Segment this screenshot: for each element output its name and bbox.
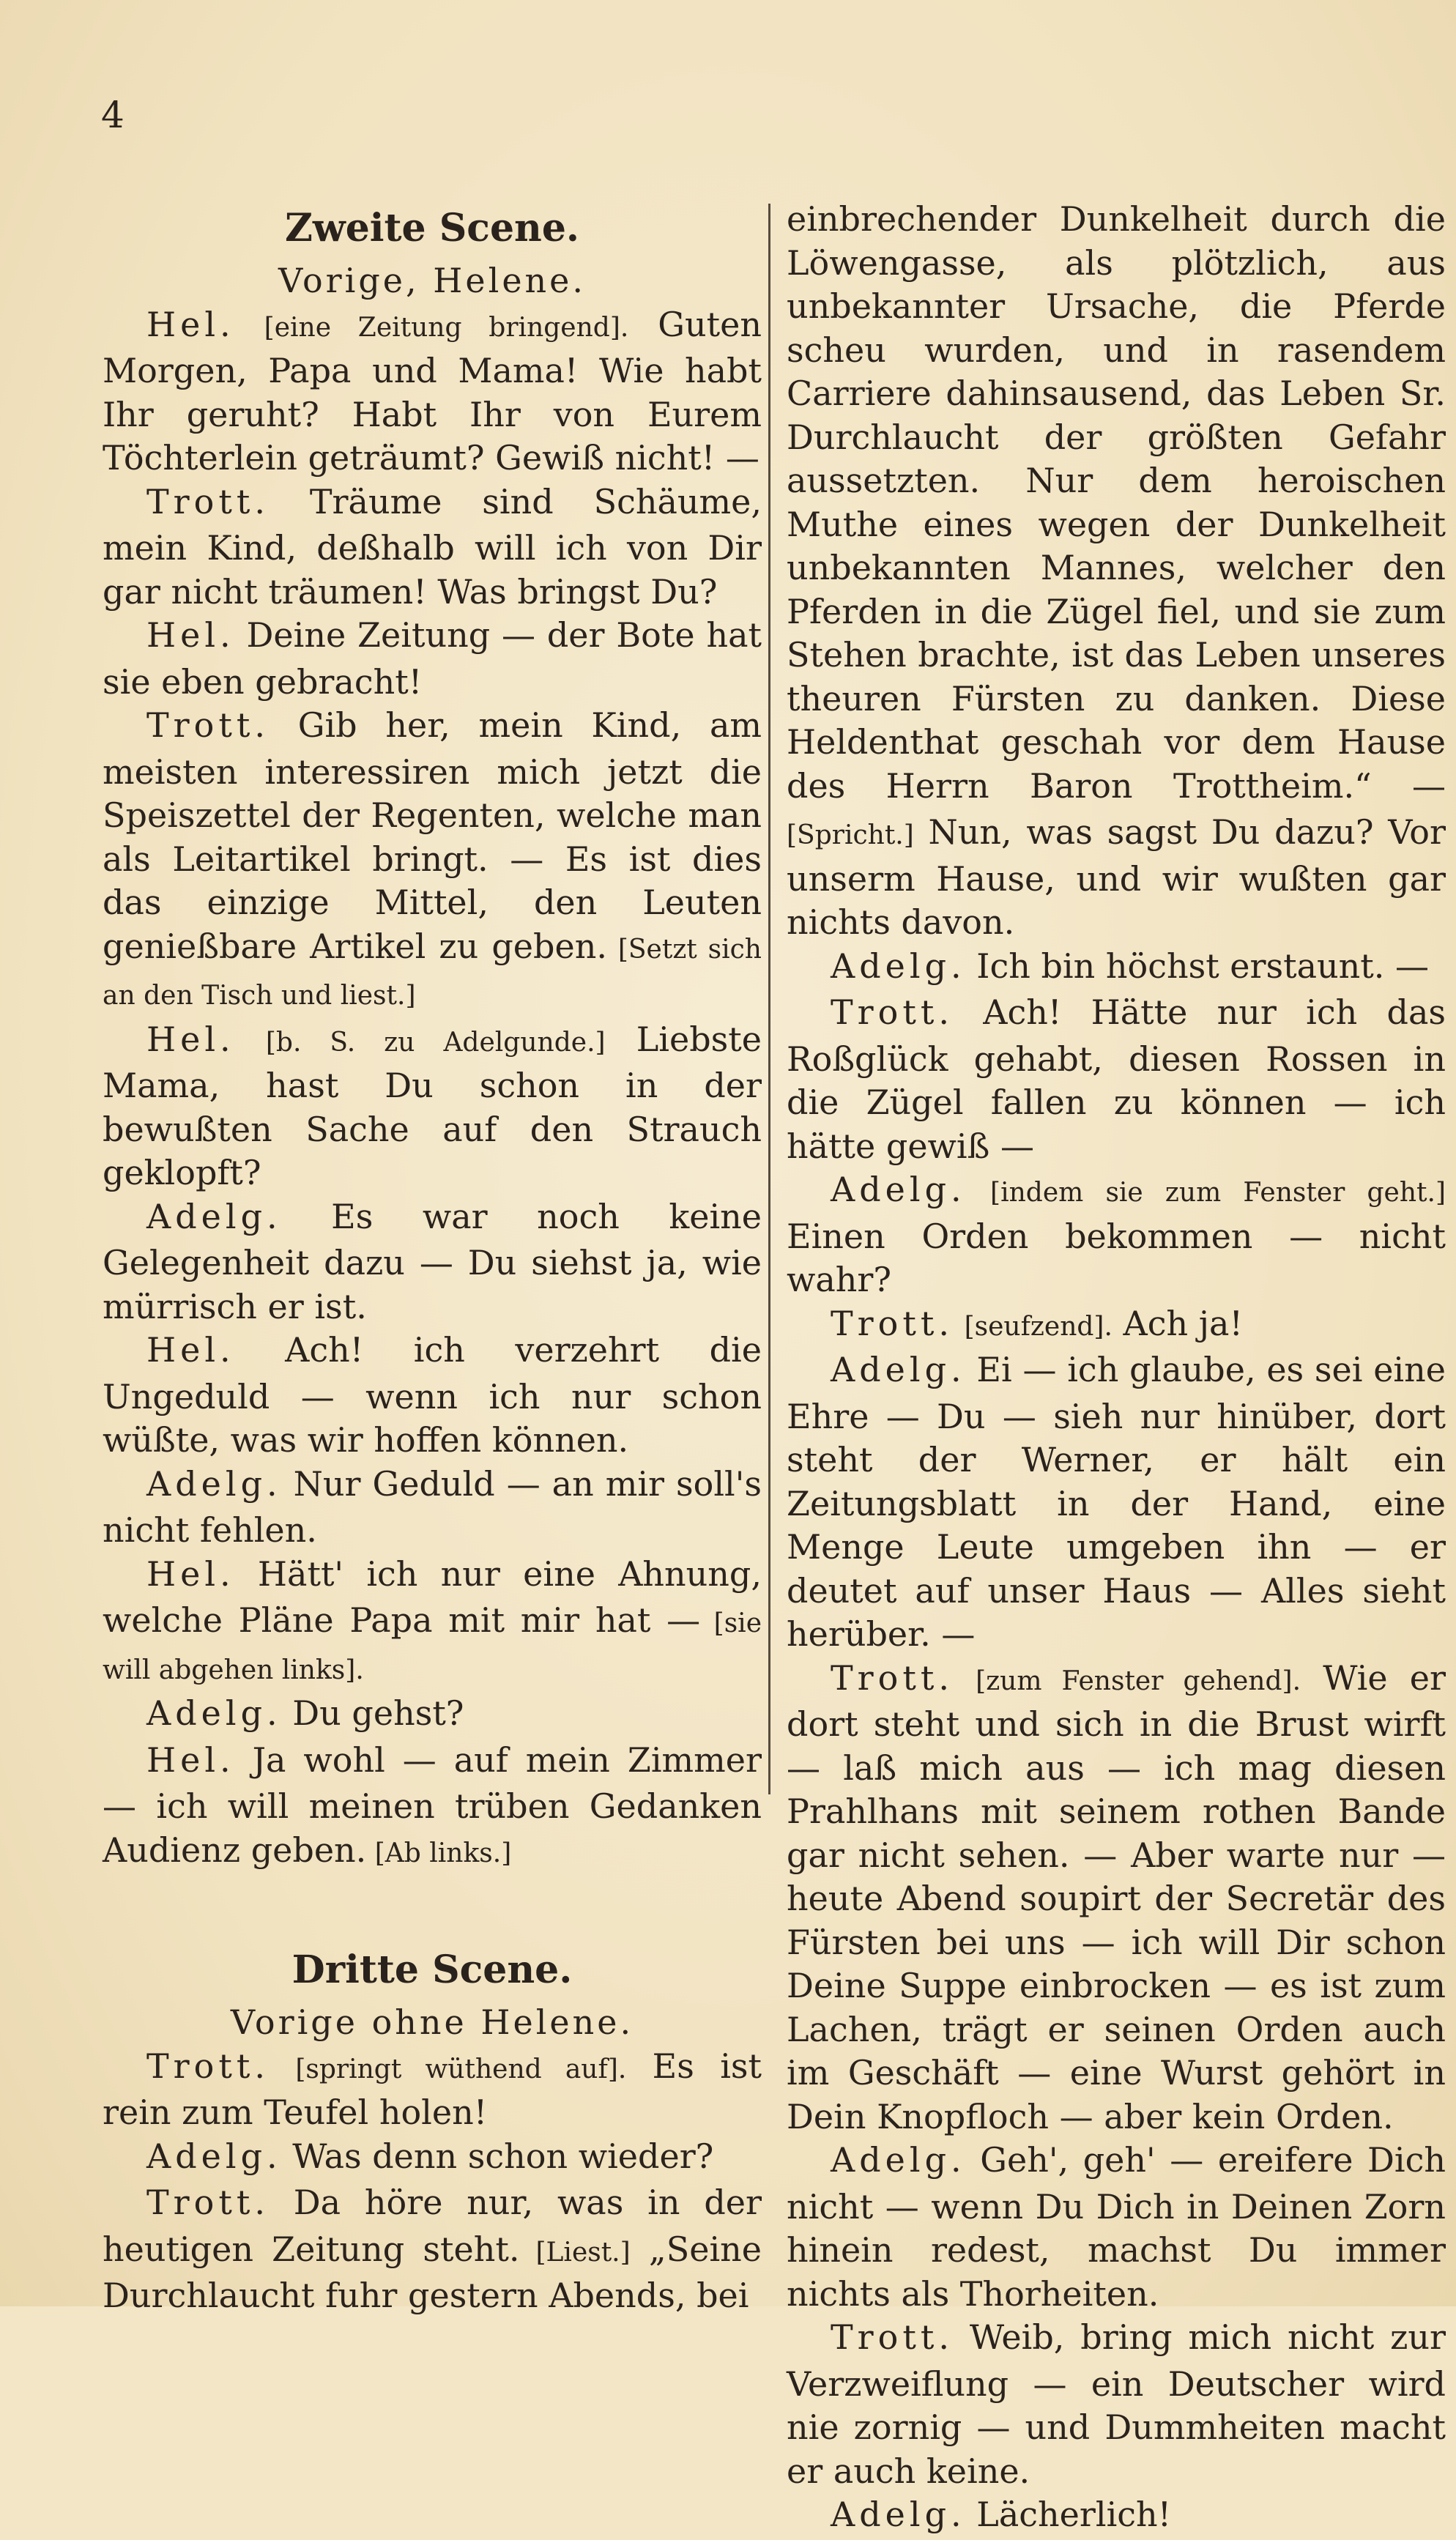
speaker-name: Adelg. bbox=[146, 1196, 282, 1236]
stage-direction: Vorige ohne Helene. bbox=[230, 2002, 634, 2042]
scene-3-text bbox=[103, 2045, 762, 2318]
speaker-name: Hel. bbox=[146, 304, 235, 344]
speaker-name: Adelg. bbox=[146, 2136, 282, 2176]
speaker-name: Trott. bbox=[831, 992, 954, 1032]
speaker-name: Adelg. bbox=[146, 1463, 282, 1504]
stage-direction: [eine Zeitung bringend]. bbox=[264, 312, 629, 343]
dialogue-paragraph bbox=[787, 1657, 1446, 2139]
dialogue-paragraph bbox=[787, 1168, 1446, 1302]
dialogue-text: Ach! ich verzehrt die Ungeduld — wenn ich nur schon wüßte, was wir hoffen können. bbox=[103, 1330, 762, 1460]
dialogue-text: Deine Zeitung — der Bote hat sie eben gebracht! bbox=[103, 615, 762, 702]
dialogue-text: Ach! Hätte nur ich das Roßglück gehabt, diesen Rossen in die Zügel fallen zu können — ich hätte gewiß — bbox=[787, 992, 1446, 1166]
dialogue-paragraph bbox=[103, 1739, 762, 1876]
dialogue-text: Einen Orden bekommen — nicht wahr? bbox=[787, 1216, 1446, 1299]
dialogue-text: Lächerlich! bbox=[965, 2495, 1172, 2534]
speaker-name: Trott. bbox=[146, 705, 270, 745]
speaker-name: Trott. bbox=[831, 2317, 954, 2357]
scene-heading: Dritte Scene. bbox=[291, 1947, 573, 1992]
dialogue-text: Ich bin höchst erstaunt. — bbox=[965, 946, 1430, 986]
dialogue-paragraph bbox=[103, 303, 762, 480]
dialogue-text: Weib, bring mich nicht zur Verzweiflung — ein Deutscher wird nie zornig — und Dummheiten macht er auch keine. bbox=[787, 2317, 1446, 2491]
continued-paragraph bbox=[787, 198, 1446, 945]
dialogue-paragraph bbox=[103, 480, 762, 614]
stage-direction: [Ab links.] bbox=[366, 1838, 512, 1868]
dialogue-text: Geh', geh' — ereifere Dich nicht — wenn Du Dich in Deinen Zorn hinein redest, machst Du immer nichts als Thorheiten. bbox=[787, 2140, 1446, 2314]
dialogue-paragraph bbox=[787, 2316, 1446, 2493]
paragraph-text: einbrechender Dunkelheit durch die Löwengasse, als plötzlich, aus unbekannter Ursache, die Pferde scheu wurden, und in rasendem Carriere dahinsausend, das Leben Sr. Durchlaucht der größten Gefahr aussetzten. Nur dem heroischen Muthe eines wegen der Dunkelheit unbekannten Mannes, welcher den Pferden in die Zügel fiel, und sie zum Stehen brachte, ist das Leben unseres theuren Fürsten zu danken. Diese Heldenthat geschah vor dem Hause des Herrn Baron Trottheim.“ — bbox=[787, 199, 1446, 806]
speaker-name: Hel. bbox=[146, 1330, 235, 1370]
dialogue-text: Ei — ich glaube, es sei eine Ehre — Du — sieh nur hinüber, dort steht der Werner, er hält ein Zeitungsblatt in der Hand, eine Menge Leute umgeben ihn — er deutet auf unser Haus — Alles sieht herüber. — bbox=[787, 1350, 1446, 1654]
dialogue-text: Guten Morgen, Papa und Mama! Wie habt Ihr geruht? Habt Ihr von Eurem Töchterlein geträumt? Gewiß nicht! — bbox=[103, 304, 762, 478]
dialogue-paragraph bbox=[787, 2493, 1446, 2540]
dialogue-paragraph bbox=[103, 1692, 762, 1739]
dialogue-text: Wie er dort steht und sich in die Brust wirft — laß mich aus — ich mag diesen Prahlhans mit seinem rothen Bande gar nicht sehen. — Aber warte nur — heute Abend soupirt der Secretär des Fürsten bei uns — ich will Dir schon Deine Suppe einbrocken — es ist zum Lachen, trägt er seinen Orden auch im Geschäft — eine Wurst gehört in Dein Knopfloch — aber kein Orden. bbox=[787, 1657, 1446, 2136]
right-column bbox=[787, 198, 1446, 2540]
speaker-name: Trott. bbox=[146, 2046, 270, 2086]
stage-direction: [seufzend]. bbox=[964, 1311, 1113, 1342]
dialogue-paragraph bbox=[787, 991, 1446, 1168]
stage-direction: [indem sie zum Fenster geht.] bbox=[990, 1178, 1446, 1208]
column-divider bbox=[768, 204, 770, 1794]
stage-direction: [Liest.] bbox=[519, 2237, 631, 2268]
paragraph-text: Nun, was sagst Du dazu? Vor unserm Hause, und wir wußten gar nichts davon. bbox=[787, 812, 1446, 942]
speaker-name: Trott. bbox=[146, 481, 270, 521]
speaker-name: Adelg. bbox=[831, 946, 966, 986]
speaker-name: Hel. bbox=[146, 615, 235, 655]
speaker-name: Trott. bbox=[146, 2183, 270, 2222]
dialogue-paragraph bbox=[787, 1348, 1446, 1657]
dialogue-paragraph bbox=[787, 945, 1446, 992]
dialogue-text: Hätt' ich nur eine Ahnung, welche Pläne Papa mit mir hat — bbox=[103, 1553, 762, 1640]
speaker-name: Adelg. bbox=[831, 1170, 966, 1209]
dialogue-text: Es war noch keine Gelegenheit dazu — Du siehst ja, wie mürrisch er ist. bbox=[103, 1196, 762, 1326]
speaker-name: Hel. bbox=[146, 1019, 235, 1059]
dialogue-text: Liebste Mama, hast Du schon in der bewußten Sache auf den Strauch geklopft? bbox=[103, 1019, 762, 1192]
dialogue-text: Ja wohl — auf mein Zimmer — ich will meinen trüben Gedanken Audienz geben. bbox=[103, 1739, 762, 1870]
speaker-name: Adelg. bbox=[831, 1350, 966, 1389]
dialogue-text: Du gehst? bbox=[281, 1693, 464, 1733]
dialogue-paragraph bbox=[103, 1463, 762, 1553]
stage-direction: [springt wüthend auf]. bbox=[295, 2054, 627, 2084]
stage-direction: [b. S. zu Adelgunde.] bbox=[265, 1027, 606, 1058]
dialogue-paragraph bbox=[103, 1018, 762, 1195]
dialogue-text: Nur Geduld — an mir soll's nicht fehlen. bbox=[103, 1463, 762, 1550]
speaker-name: Trott. bbox=[831, 1657, 954, 1698]
dialogue-paragraph bbox=[103, 614, 762, 704]
speaker-name: Hel. bbox=[146, 1553, 235, 1594]
dialogue-text: Es ist rein zum Teufel holen! bbox=[103, 2046, 762, 2132]
dialogue-paragraph bbox=[103, 1553, 762, 1693]
dialogue-text: Gib her, mein Kind, am meisten interessiren mich jetzt die Speiszettel der Regenten, welche man als Leitartikel bringt. — Es ist dies das einzige Mittel, den Leuten genießbare Artikel zu geben. bbox=[103, 705, 762, 966]
dialogue-text: Träume sind Schäume, mein Kind, deßhalb will ich von Dir gar nicht träumen! Was bringst Du? bbox=[103, 481, 762, 612]
scene-heading: Zweite Scene. bbox=[284, 206, 580, 250]
right-dialogue bbox=[787, 945, 1446, 2540]
dialogue-text: „Seine Durchlaucht fuhr gestern Abends, bei bbox=[103, 2229, 762, 2315]
stage-direction: [zum Fenster gehend]. bbox=[976, 1666, 1301, 1696]
dialogue-paragraph bbox=[103, 704, 762, 1018]
speaker-name: Hel. bbox=[146, 1739, 235, 1780]
dialogue-paragraph bbox=[103, 2135, 762, 2182]
stage-direction: Vorige, Helene. bbox=[278, 261, 587, 300]
dialogue-paragraph bbox=[103, 2181, 762, 2318]
dialogue-text: Was denn schon wieder? bbox=[281, 2136, 714, 2176]
speaker-name: Trott. bbox=[831, 1303, 954, 1343]
speaker-name: Adelg. bbox=[146, 1693, 282, 1733]
stage-direction: [sie will abgehen links]. bbox=[103, 1608, 762, 1685]
stage-direction: [Spricht.] bbox=[787, 820, 914, 850]
dialogue-text: Da höre nur, was in der heutigen Zeitung steht. bbox=[103, 2183, 762, 2269]
page-number: 4 bbox=[101, 94, 125, 136]
dialogue-paragraph bbox=[103, 1329, 762, 1463]
dialogue-paragraph bbox=[103, 1195, 762, 1329]
dialogue-text: Ach ja! bbox=[1112, 1303, 1243, 1343]
dialogue-paragraph bbox=[787, 2139, 1446, 2316]
speaker-name: Adelg. bbox=[831, 2140, 966, 2180]
scene-2-text bbox=[103, 303, 762, 1876]
speaker-name: Adelg. bbox=[831, 2495, 966, 2534]
dialogue-paragraph bbox=[103, 2045, 762, 2135]
dialogue-paragraph bbox=[787, 1302, 1446, 1349]
left-column bbox=[103, 198, 762, 2318]
stage-direction: [Setzt sich an den Tisch und liest.] bbox=[103, 934, 762, 1011]
